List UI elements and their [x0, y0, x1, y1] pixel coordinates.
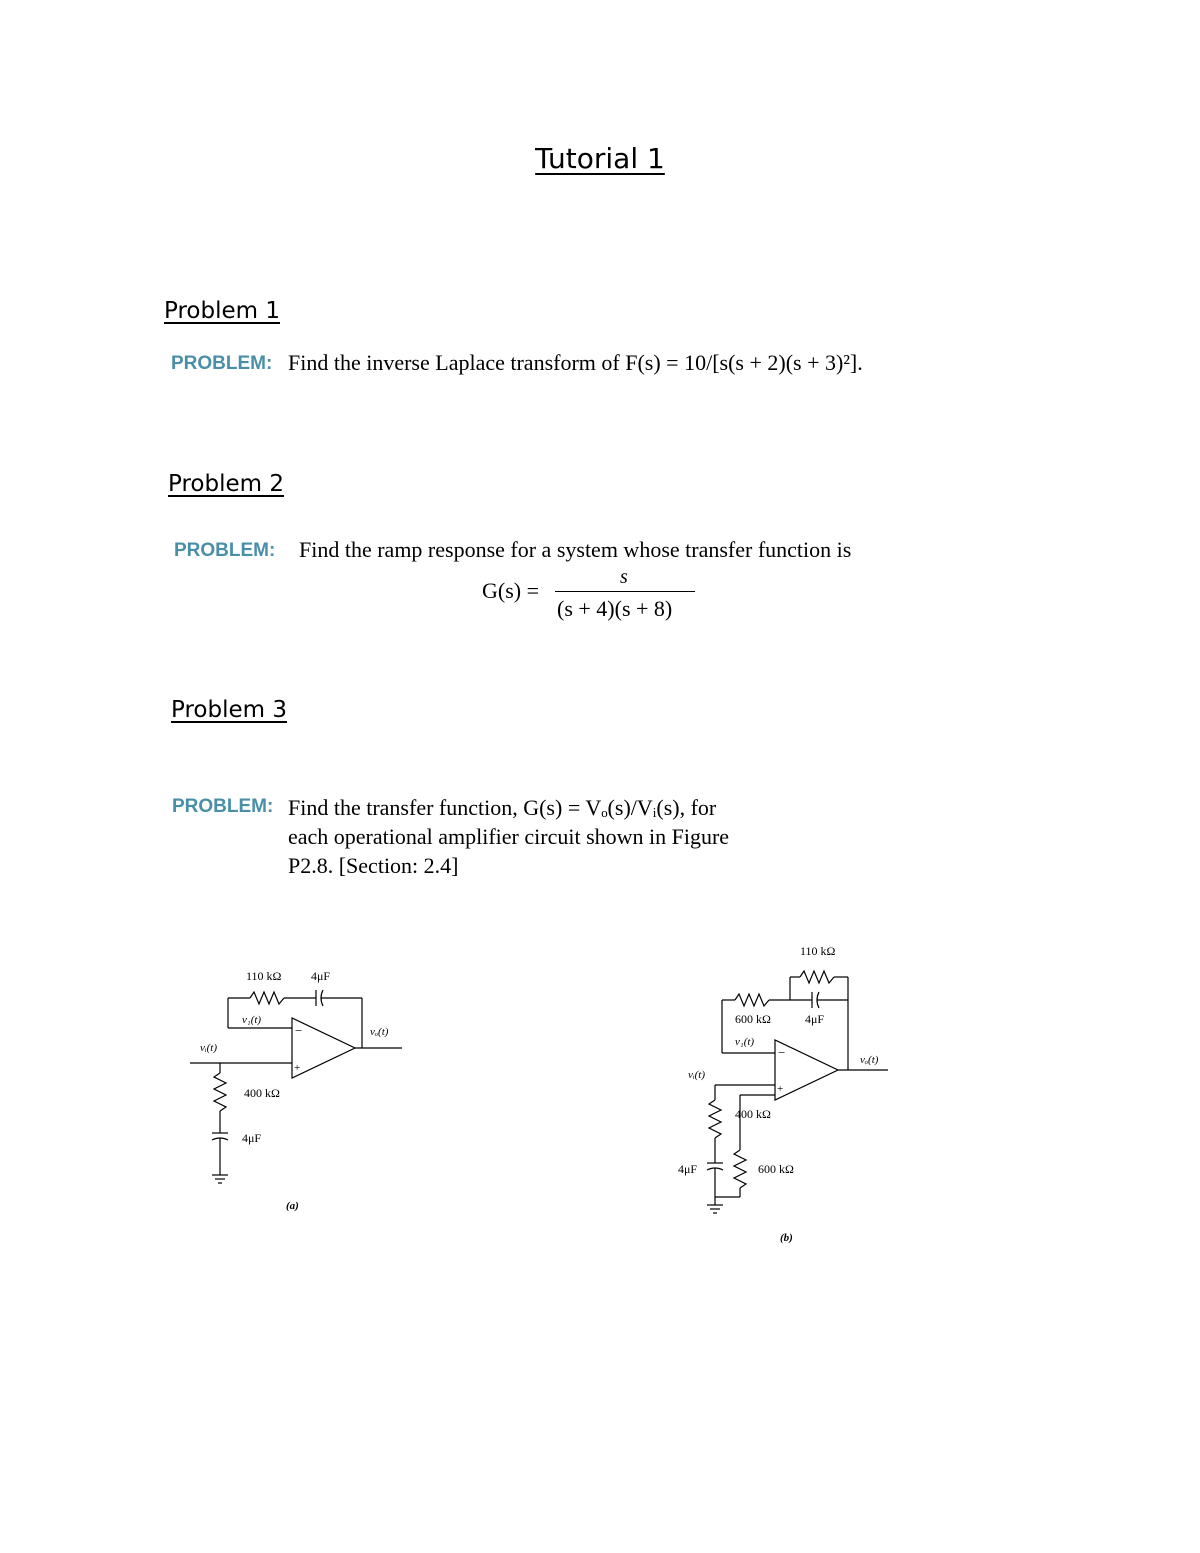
- input-resistor-label: 400 kΩ: [244, 1086, 280, 1100]
- problem-3-line-1: Find the transfer function, G(s) = Vₒ(s)/Vᵢ(s), for: [288, 795, 717, 820]
- equation-numerator: s: [620, 566, 628, 588]
- problem-1-text: Find the inverse Laplace transform of F(s) = 10/[s(s + 2)(s + 3)²].: [288, 350, 863, 375]
- page-title: Tutorial 1: [535, 142, 665, 175]
- caption-a: (a): [286, 1200, 299, 1212]
- op-amp-plus: +: [294, 1062, 301, 1074]
- feedback-resistor: [735, 994, 769, 1006]
- equation-denominator: (s + 4)(s + 8): [557, 596, 673, 621]
- problem-1-heading: Problem 1: [164, 298, 280, 324]
- caption-b: (b): [780, 1232, 793, 1244]
- problem-3-label: PROBLEM:: [172, 796, 274, 817]
- input-resistor: [709, 1100, 721, 1138]
- problem-3-line-3: P2.8. [Section: 2.4]: [288, 853, 459, 878]
- circuit-a-diagram: [180, 955, 420, 1220]
- problem-2-heading: Problem 2: [168, 471, 284, 497]
- top-resistor-label: 110 kΩ: [800, 944, 836, 958]
- feedback-resistor-label: 600 kΩ: [735, 1012, 771, 1026]
- equation-lhs: G(s) =: [482, 578, 540, 603]
- ground-resistor-label: 600 kΩ: [758, 1162, 794, 1176]
- problem-1-label: PROBLEM:: [171, 353, 273, 374]
- input-resistor: [214, 1073, 226, 1111]
- problem-3-heading: Problem 3: [171, 697, 287, 723]
- op-amp-minus: −: [295, 1023, 303, 1038]
- circuit-b-diagram: [660, 935, 920, 1250]
- feedback-resistor: [250, 992, 284, 1004]
- fraction-bar: [555, 591, 695, 592]
- v1-label: v₁(t): [242, 1014, 262, 1026]
- input-resistor-label: 400 kΩ: [735, 1107, 771, 1121]
- feedback-resistor-label: 110 kΩ: [246, 969, 282, 983]
- feedback-capacitor-label: 4μF: [311, 969, 331, 983]
- input-capacitor-label: 4μF: [242, 1131, 262, 1145]
- vi-label: vᵢ(t): [200, 1042, 218, 1054]
- top-resistor: [800, 971, 834, 983]
- feedback-capacitor-label: 4μF: [805, 1012, 825, 1026]
- problem-2-label: PROBLEM:: [174, 540, 276, 561]
- vo-label: vₒ(t): [860, 1054, 879, 1066]
- vi-label: vᵢ(t): [688, 1069, 706, 1081]
- v1-label: v₁(t): [735, 1036, 755, 1048]
- vo-label: vₒ(t): [370, 1026, 389, 1038]
- input-capacitor-label: 4μF: [678, 1162, 698, 1176]
- problem-2-text: Find the ramp response for a system whose transfer function is: [299, 537, 852, 562]
- op-amp-minus: −: [778, 1045, 786, 1060]
- problem-3-line-2: each operational amplifier circuit shown in Figure: [288, 824, 730, 849]
- op-amp-plus: +: [777, 1083, 784, 1095]
- ground-resistor: [734, 1150, 746, 1188]
